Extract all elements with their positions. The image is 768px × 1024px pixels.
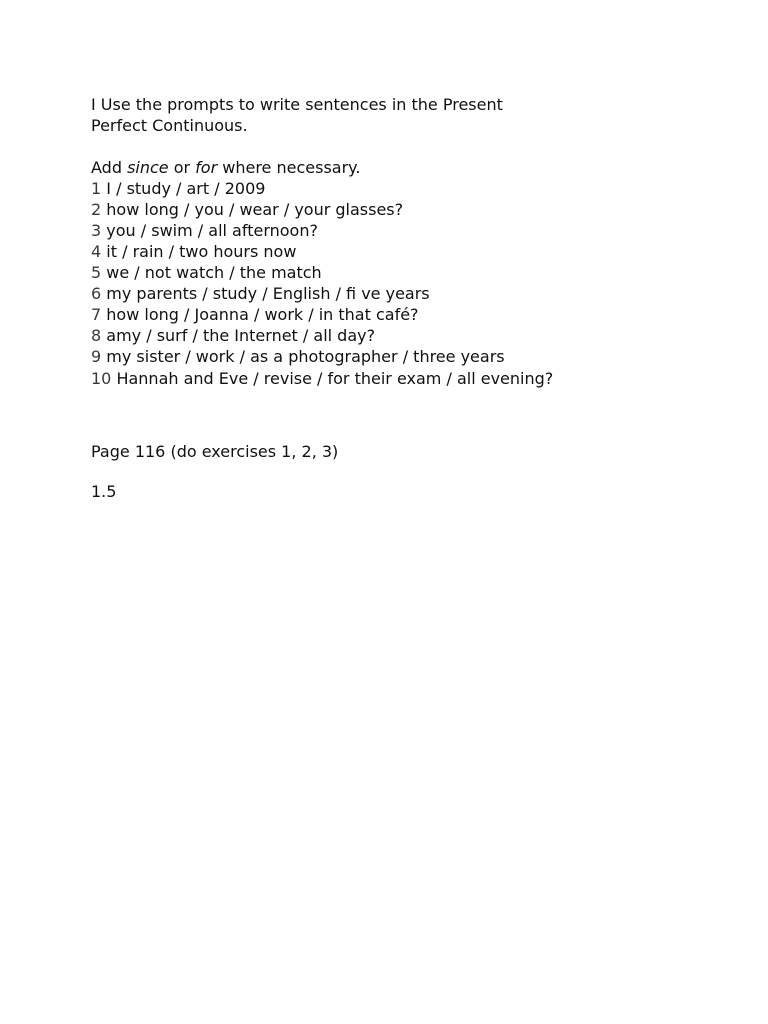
section-number (91, 481, 116, 502)
item-text: it / rain / two hours now (106, 242, 297, 261)
item-text: I / study / art / 2009 (106, 179, 266, 198)
section-number-text: 1.5 (91, 482, 117, 501)
add-prefix: Add (91, 158, 128, 177)
instruction-line-2 (91, 115, 248, 136)
item-text: my sister / work / as a photographer / three years (106, 347, 505, 366)
since-word: since (127, 158, 169, 177)
item-number: 10 (91, 369, 112, 388)
item-text: my parents / study / English / fi ve years (106, 284, 430, 303)
list-item (91, 262, 322, 283)
for-word: for (195, 158, 218, 177)
item-number: 3 (91, 221, 102, 240)
item-text: how long / Joanna / work / in that café? (106, 305, 419, 324)
or-word: or (168, 158, 196, 177)
instruction-line-1 (91, 94, 503, 115)
list-item (91, 368, 553, 389)
item-number: 4 (91, 242, 102, 261)
item-text: how long / you / wear / your glasses? (106, 200, 404, 219)
page-note (91, 441, 338, 462)
item-number: 9 (91, 347, 102, 366)
item-number: 2 (91, 200, 102, 219)
list-item (91, 199, 403, 220)
item-number: 7 (91, 305, 102, 324)
list-item (91, 283, 430, 304)
item-number: 5 (91, 263, 102, 282)
item-number: 8 (91, 326, 102, 345)
item-text: Hannah and Eve / revise / for their exam / all evening? (116, 369, 554, 388)
list-item (91, 178, 265, 199)
list-item (91, 346, 505, 367)
item-number: 1 (91, 179, 102, 198)
page-note-text: Page 116 (do exercises 1, 2, 3) (91, 442, 339, 461)
item-text: you / swim / all afternoon? (106, 221, 318, 240)
list-item (91, 304, 419, 325)
add-suffix: where necessary. (217, 158, 361, 177)
list-item (91, 325, 375, 346)
instruction-text-1: I Use the prompts to write sentences in the Present (91, 95, 503, 114)
list-item (91, 241, 296, 262)
instruction-text-2: Perfect Continuous. (91, 116, 248, 135)
item-text: amy / surf / the Internet / all day? (106, 326, 376, 345)
instruction-add-line (91, 157, 360, 178)
list-item (91, 220, 318, 241)
item-number: 6 (91, 284, 102, 303)
item-text: we / not watch / the match (106, 263, 322, 282)
